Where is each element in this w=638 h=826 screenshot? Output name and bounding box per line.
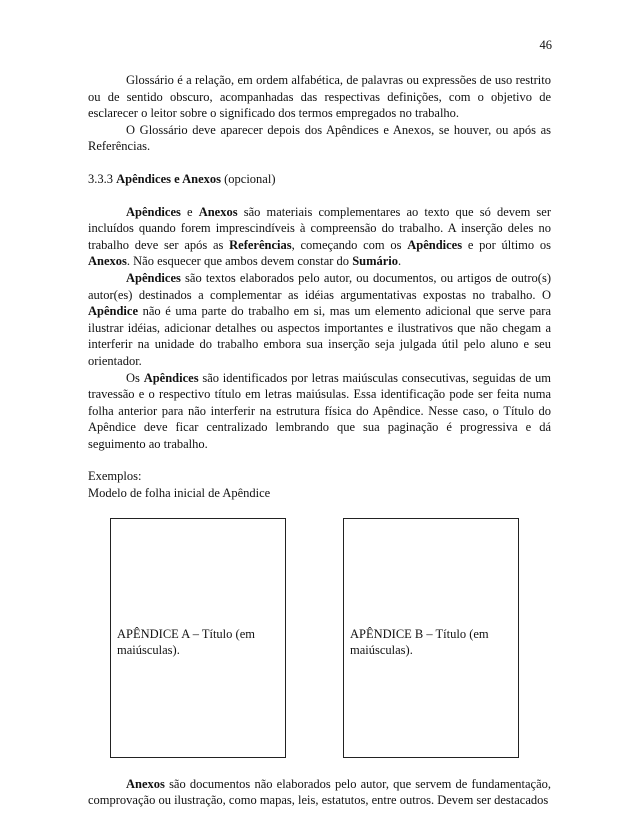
bold-term: Anexos xyxy=(198,204,238,219)
text-run: são textos elaborados pelo autor, ou documentos, ou artigos de outro(s) autor(es) destinados a complementar as idéias argumentativas expostas no trabalho. O xyxy=(88,270,551,302)
bold-term: Apêndices xyxy=(143,370,199,385)
text-run: Os xyxy=(126,370,144,385)
bold-term: Sumário xyxy=(352,254,399,269)
appendix-a-title: APÊNDICE A – Título (em maiúsculas). xyxy=(117,626,255,658)
examples-label: Exemplos: xyxy=(88,469,142,484)
text-run: . xyxy=(398,254,402,269)
text-run: . Não esquecer que ambos devem constar do xyxy=(126,254,353,269)
text-run: são identificados por letras maiúsculas consecutivas, seguidas de um travessão e o respectivo título em letras maiúsulas. Essa identificação pode ser feita numa folha anterior para não interferir na estrutura física do Apêndice. Nesse caso, o Título do Apêndice deve ficar centralizado lembrando que sua paginação é progressiva e dá seguimento ao trabalho. xyxy=(88,370,551,451)
text-run: , começando com os xyxy=(291,237,408,252)
appendix-definition-paragraph xyxy=(88,270,551,370)
text-run: não é uma parte do trabalho em si, mas um elemento adicional que serve para ilustrar idéias, adicionar detalhes ou aspectos importantes e ilustrativos que não chegam a interferir na unidade do trabalho embora sua inserção seja julgada útil pelo aluno e seu orientador. xyxy=(88,304,551,368)
text-run: são materiais complementares ao texto que só devem ser incluídos quando forem imprescindíveis à compreensão do trabalho. A inserção deles no trabalho deve ser após as xyxy=(88,204,551,252)
bold-term: Apêndices xyxy=(126,270,181,285)
section-title: Apêndices e Anexos xyxy=(116,171,221,186)
section-heading xyxy=(88,171,551,188)
appendix-a-sheet xyxy=(110,518,286,758)
glossary-paragraph-1: Glossário é a relação, em ordem alfabética, de palavras ou expressões de uso restrito ou de sentido obscuro, acompanhadas das respectivas definições, com o objetivo de esclarecer o leitor sobre o significado dos termos empregados no trabalho. xyxy=(88,73,551,121)
appendix-b-title: APÊNDICE B – Título (em maiúsculas). xyxy=(350,626,489,658)
glossary-paragraph-2: O Glossário deve aparecer depois dos Apêndices e Anexos, se houver, ou após as Referências. xyxy=(88,122,551,154)
bold-term: Referências xyxy=(229,237,292,252)
examples-caption: Modelo de folha inicial de Apêndice xyxy=(88,486,271,501)
appendix-examples xyxy=(88,518,551,768)
text-run: são documentos não elaborados pelo autor, que servem de fundamentação, comprovação ou ilustração, como mapas, leis, estatutos, entre outros. Devem ser destacados xyxy=(88,776,551,808)
page-content xyxy=(88,72,551,809)
bold-term: Apêndice xyxy=(88,304,138,319)
bold-term: Anexos xyxy=(126,776,165,791)
bold-term: Apêndices xyxy=(126,204,181,219)
section-number: 3.3.3 xyxy=(88,171,113,186)
page-number: 46 xyxy=(539,38,552,52)
text-run: e por último os xyxy=(462,237,551,252)
appendix-identification-paragraph xyxy=(88,370,551,453)
section-note: (opcional) xyxy=(224,171,276,186)
appendix-annex-paragraph xyxy=(88,204,551,270)
annex-paragraph xyxy=(88,776,551,809)
text-run: e xyxy=(180,204,199,219)
appendix-b-sheet xyxy=(343,518,519,758)
bold-term: Apêndices xyxy=(407,237,463,252)
bold-term: Anexos xyxy=(88,254,127,269)
